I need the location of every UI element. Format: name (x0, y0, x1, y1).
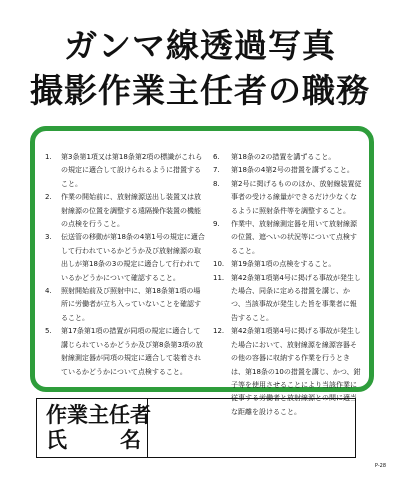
duty-item (45, 191, 207, 231)
duty-item (45, 285, 207, 325)
duty-text: 第42条第1項第4号に掲げる事故が発生した場合において、放射線源を線源容器その他の容器に収納する作業を行うときは、第18条の10の措置を講じ、かつ、鉗子等を使用させることにより当該作業に従事する労働者と放射線源との間に適当な距離を設けること。 (231, 327, 361, 416)
duty-item (213, 218, 363, 258)
duty-number: 7. (213, 166, 220, 175)
duty-number: 1. (45, 153, 52, 161)
duty-text: 第18条の2の措置を講ずること。 (231, 153, 336, 161)
duty-number: 2. (45, 193, 52, 202)
duty-text: 第42条第1項第4号に掲げる事故が発生した場合、同条に定める措置を講じ、かつ、当該事故が発生した旨を事業者に報告すること。 (231, 273, 361, 322)
duty-item (213, 164, 363, 177)
duty-text: 第18条の4第2号の措置を講ずること。 (231, 166, 354, 175)
duty-text: 第19条第1項の点検をすること。 (231, 260, 336, 269)
duty-number: 9. (213, 220, 220, 229)
duty-item (213, 272, 363, 326)
duty-number: 11. (213, 273, 225, 282)
name-label (46, 428, 141, 453)
supervisor-label: 作業主任者 (46, 403, 151, 427)
duty-text: 作業の開始前に、放射線源送出し装置又は放射線源の位置を調整する遠隔操作装置の機能の点検を行うこと。 (61, 193, 201, 229)
duty-text: 第3条第1項又は第18条第2項の標識がこれらの規定に適合して設けられるように措置すること。 (61, 153, 203, 188)
name-label-char-2: 名 (120, 428, 141, 452)
duty-text: 第2号に掲げるもののほか、放射線装置従事者の受ける線量ができるだけ少なくなるように照射条件等を調整すること。 (231, 179, 362, 215)
duty-number: 6. (213, 153, 220, 161)
duties-column-right (213, 151, 363, 419)
duty-item (213, 258, 363, 271)
name-label-char-1: 氏 (46, 428, 67, 452)
product-code: P-28 (374, 463, 386, 469)
sign-title-line1: ガンマ線透過写真 (64, 26, 336, 65)
supervisor-name-entry[interactable] (148, 399, 355, 457)
duty-number: 12. (213, 327, 225, 336)
duty-number: 3. (45, 233, 52, 242)
duty-number: 5. (45, 327, 52, 336)
duty-text: 照射開始前及び照射中に、第18条第1項の場所に労働者が立ち入っていないことを確認すること。 (61, 287, 201, 322)
supervisor-name-label-cell (37, 399, 151, 457)
duty-number: 10. (213, 260, 225, 269)
duty-item (213, 178, 363, 218)
duty-number: 4. (45, 287, 52, 296)
sign-title-line2: 撮影作業主任者の職務 (30, 71, 370, 110)
duties-column-left (45, 151, 207, 379)
duty-number: 8. (213, 179, 220, 188)
duty-text: 伝送管の移動が第18条の4第1号の規定に適合して行われているかどうか及び放射線源の取出しが第18条の3の規定に適合して行われているかどうかについて確認すること。 (61, 233, 205, 282)
duty-text: 作業中、放射線測定器を用いて放射線源の位置、遮へいの状況等について点検すること。 (231, 220, 357, 255)
supervisor-name-table (36, 398, 356, 458)
duty-text: 第17条第1項の措置が同項の規定に適合して講じられているかどうか及び第8条第3項の放射線測定器が同項の規定に適合して装着されているかどうかについて点検すること。 (61, 327, 203, 376)
duty-item (45, 325, 207, 379)
duty-item (45, 231, 207, 285)
duty-item (45, 151, 207, 191)
duty-item (213, 151, 363, 164)
